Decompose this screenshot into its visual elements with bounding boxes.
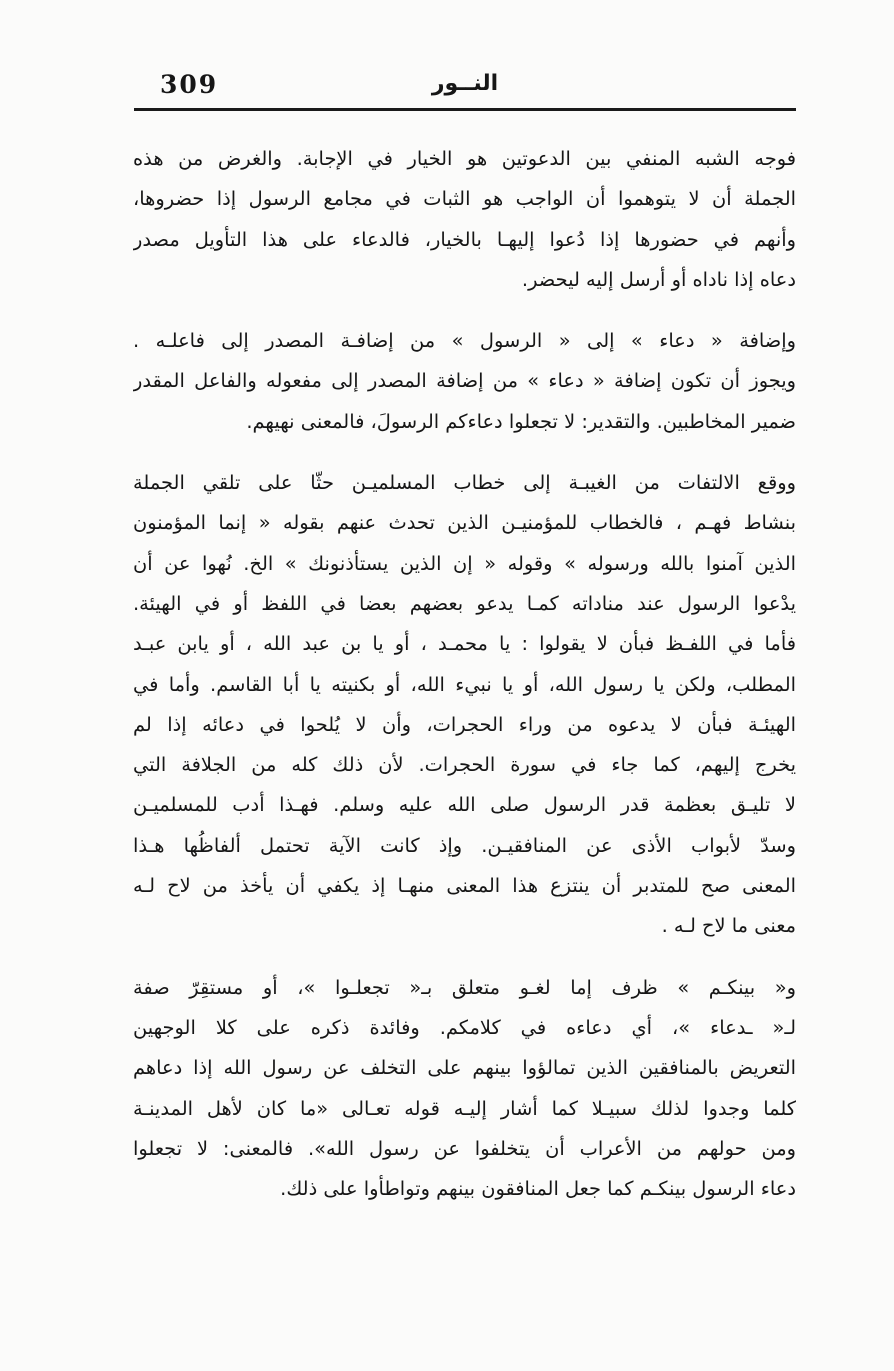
text-line: دعاه إذا ناداه أو أرسل إليه ليحضر. (521, 267, 796, 291)
chapter-title: النــور (431, 71, 499, 96)
text-line: ضمير المخاطبين. والتقدير: لا تجعلوا دعاءكم الرسولَ، فالمعنى نهيهم. (246, 409, 796, 433)
text-line: فأما في اللفـظ فبأن لا يقولوا : يا محمـد ، أو يا بن عبد الله ، أو يابن عبـد (133, 632, 796, 656)
text-line: كلما وجدوا لذلك سبيـلا كما أشار إليـه قوله تعـالى «ما كان لأهل المدينـة (133, 1096, 796, 1120)
paragraph-4 (133, 968, 796, 1210)
text-line: بنشاط فهـم ، فالخطاب للمؤمنيـن الذين تحدث عنهم بقوله « إنما المؤمنون (133, 511, 796, 535)
text-line: لا تليـق بعظمة قدر الرسول صلى الله عليه وسلم. فهـذا أدب للمسلميـن (133, 793, 796, 817)
text-line: الجملة أن لا يتوهموا أن الواجب هو الثبات في مجامع الرسول إذا حضروها، (133, 187, 796, 211)
paragraph-1 (133, 139, 796, 300)
text-line: وإضافة « دعاء » إلى « الرسول » من إضافـة المصدر إلى فاعلـه . (133, 329, 796, 353)
paragraph-3 (133, 463, 796, 947)
text-line: التعريض بالمنافقين الذين تمالؤوا بينهم على التخلف عن رسول الله إذا دعاهم (133, 1056, 796, 1080)
text-line: المطلب، ولكن يا رسول الله، أو يا نبيء الله، أو بكنيته يا أبا القاسم. وأما في (133, 672, 796, 696)
text-line: لـ« ـدعاء »، أي دعاءه في كلامكم. وفائدة ذكره على كلا الوجهين (133, 1015, 796, 1039)
text-line: و« بينكـم » ظرف إما لغـو متعلق بـ« تجعلـوا »، أو مستقِرّ صفة (133, 975, 796, 999)
body-text (133, 139, 796, 1209)
text-line: يدْعوا الرسول عند مناداته كمـا يدعو بعضهم بعضا في اللفظ أو في الهيئة. (133, 591, 796, 615)
text-line: معنى ما لاح لـه . (661, 914, 796, 938)
text-line: فوجه الشبه المنفي بين الدعوتين هو الخيار في الإجابة. والغرض من هذه (133, 147, 796, 170)
text-line: المعنى صح للمتدبر أن ينتزع هذا المعنى منهـا إذ يكفي أن يأخذ من لاح لـه (133, 874, 796, 898)
text-line: ويجوز أن تكون إضافة « دعاء » من إضافة المصدر إلى مفعوله والفاعل المقدر (133, 369, 796, 393)
text-line: وسدّ لأبواب الأذى عن المنافقيـن. وإذ كانت الآية تحتمل ألفاظُها هـذا (133, 833, 796, 857)
text-line: الذين آمنوا بالله ورسوله » وقوله « إن الذين يستأذنونك » الخ. نُهوا عن أن (133, 551, 796, 575)
text-line: دعاء الرسول بينكـم كما جعل المنافقون بينهم وتواطأوا على ذلك. (280, 1177, 796, 1201)
paragraph-2 (133, 321, 796, 442)
running-header (134, 58, 796, 111)
text-line: ووقع الالتفات من الغيبـة إلى خطاب المسلميـن حثّا على تلقي الجملة (133, 471, 796, 495)
text-line: الهيئـة فبأن لا يدعوه من وراء الحجرات، وأن لا يُلحوا في دعائه إذا لم (133, 712, 796, 736)
page-number: 309 (160, 70, 219, 99)
text-line: يخرج إليهم، كما جاء في سورة الحجرات. لأن ذلك كله من الجلافة التي (133, 753, 796, 777)
text-line: وأنهم في حضورها إذا دُعوا إليهـا بالخيار، فالدعاء على هذا التأويل مصدر (133, 227, 796, 251)
text-line: ومن حولهم من الأعراب أن يتخلفوا عن رسول الله». فالمعنى: لا تجعلوا (133, 1136, 796, 1160)
